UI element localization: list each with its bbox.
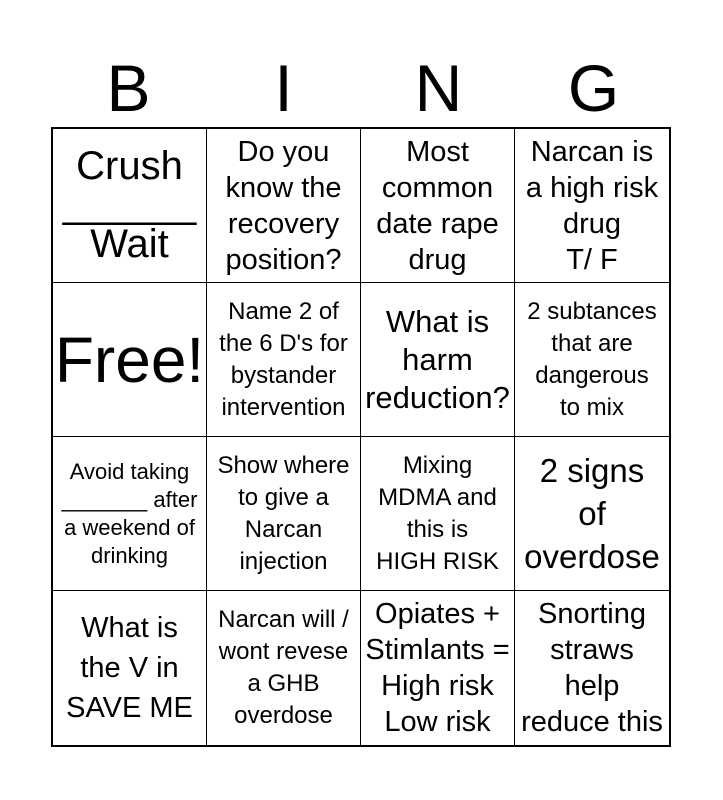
cell-text-crush: Crush [76, 143, 183, 188]
bingo-cell[interactable] [361, 283, 515, 437]
bingo-cell[interactable] [207, 283, 361, 437]
bingo-header [51, 48, 671, 128]
bingo-cell[interactable] [53, 591, 207, 745]
cell-text: Show where to give a Narcan injection [217, 451, 350, 575]
header-letter-i: I [274, 51, 293, 125]
bingo-cell[interactable] [207, 591, 361, 745]
cell-text: Opiates + Stimlants = High risk Low risk [365, 598, 510, 738]
header-letter-b: B [106, 51, 151, 125]
cell-text: Name 2 of the 6 D's for bystander intervention [219, 297, 348, 421]
bingo-cell-crush-wait[interactable] [53, 129, 207, 283]
cell-text: Narcan will / wont revese a GHB overdose [218, 606, 349, 729]
bingo-cell-free[interactable] [53, 283, 207, 437]
bingo-cell[interactable] [515, 129, 669, 283]
bingo-cell[interactable] [361, 129, 515, 283]
bingo-cell[interactable] [515, 437, 669, 591]
bingo-cell[interactable] [53, 437, 207, 591]
cell-text: What is harm reduction? [365, 303, 510, 415]
cell-text: What is the V in SAVE ME [66, 612, 193, 724]
bingo-cell[interactable] [207, 437, 361, 591]
cell-text-blank-line: ______ [62, 181, 197, 226]
cell-text: Most common date rape drug [376, 135, 499, 276]
cell-text: Narcan is a high risk drug T/ F [525, 135, 659, 276]
bingo-cell[interactable] [361, 591, 515, 745]
cell-text: 2 subtances that are dangerous to mix [527, 297, 657, 421]
cell-text: Do you know the recovery position? [225, 135, 342, 276]
header-letter-n: N [414, 51, 463, 125]
cell-text: Mixing MDMA and this is HIGH RISK [376, 451, 499, 575]
cell-text: Avoid taking _______ after a weekend of drinking [61, 458, 198, 568]
bingo-cell[interactable] [361, 437, 515, 591]
cell-text-wait: Wait [90, 221, 169, 266]
cell-text: 2 signs of overdose [524, 452, 660, 575]
free-space-text: Free! [54, 323, 205, 396]
cell-text: Snorting straws help reduce this [521, 598, 663, 738]
bingo-grid [51, 127, 671, 747]
bingo-cell[interactable] [515, 591, 669, 745]
bingo-cell[interactable] [207, 129, 361, 283]
header-letter-g: G [567, 51, 620, 125]
bingo-cell[interactable] [515, 283, 669, 437]
